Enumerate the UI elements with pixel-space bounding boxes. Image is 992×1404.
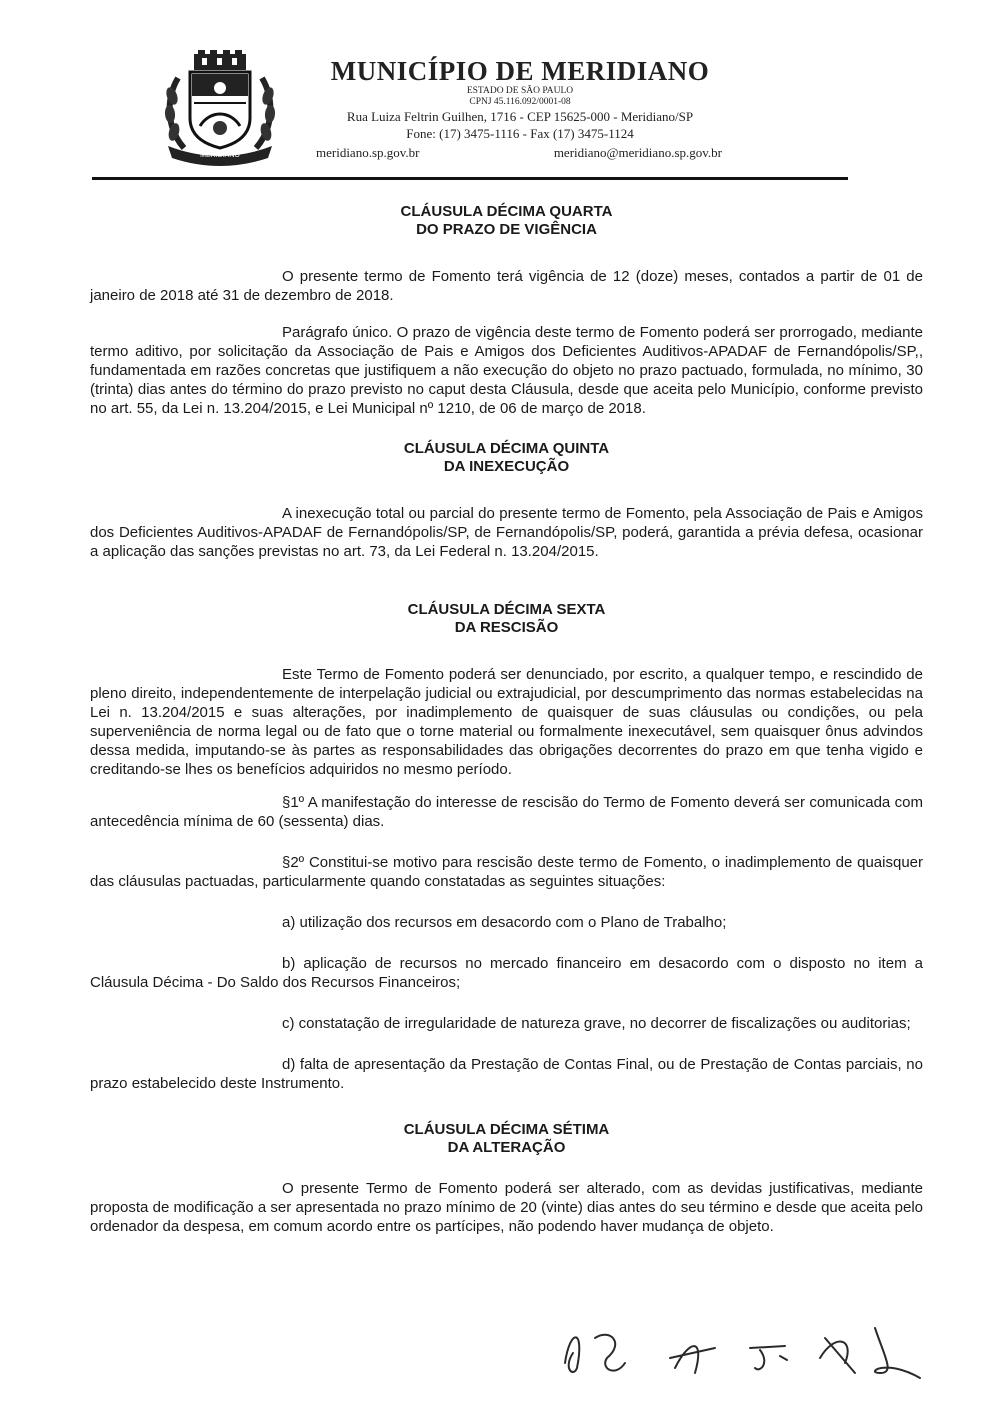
clause-16 [90,601,923,1093]
svg-text:MERIDIANO: MERIDIANO [200,152,240,159]
address-label: Rua Luiza Feltrin Guilhen, 1716 - CEP 15625-000 - Meridiano/SP [346,109,694,124]
clause-heading: CLÁUSULA DÉCIMA SÉTIMA [403,1121,610,1138]
cnpj-label: CPNJ 45.116.092/0001-08 [469,97,571,107]
paragraph: §2º Constitui-se motivo para rescisão deste termo de Fomento, o inadimplemento de quaisquer das cláusulas pactuadas, particularmente quando constatadas as seguintes situações: [90,854,923,890]
handwritten-initials [555,1318,935,1388]
clause-17 [90,1121,923,1236]
clause-heading: CLÁUSULA DÉCIMA QUINTA [403,440,610,457]
paragraph: Parágrafo único. O prazo de vigência deste termo de Fomento poderá ser prorrogado, mediante termo aditivo, por solicitação da Associação de Pais e Amigos dos Deficientes Auditivos-APADAF de Fernandópolis/SP,, fundamentada em razões concretas que justifiquem a não execução do objeto no prazo pactuado, formulada, no mínimo, 30 (trinta) dias antes do término do prazo previsto no caput desta Cláusula, desde que aceita pelo Município, conforme previsto no art. 55, da Lei n. 13.204/2015, e Lei Municipal nº 1210, de 06 de março de 2018. [90,324,923,417]
letterhead [300,56,740,162]
state-label: ESTADO DE SÃO PAULO [466,86,574,96]
list-item: a) utilização dos recursos em desacordo com o Plano de Trabalho; [282,914,727,931]
clause-heading: CLÁUSULA DÉCIMA QUARTA [400,203,613,220]
clause-14 [90,203,923,418]
clause-subheading: DA ALTERAÇÃO [447,1139,566,1156]
header-divider [92,177,848,180]
paragraph: Este Termo de Fomento poderá ser denunciado, por escrito, a qualquer tempo, e rescindido de pleno direito, independentemente de interpelação judicial ou extrajudicial, por descumprimento das normas estabelecidas na Lei n. 13.204/2015 e suas alterações, por inadimplemento de quaisquer de suas cláusulas ou condições, ou pela superveniência de norma legal ou de fato que o torne material ou formalmente inexecutável, sem quaisquer ônus advindos dessa medida, imputando-se às partes as responsabilidades das obrigações decorrentes do prazo em que tenha vigido e creditando-se lhes os benefícios adquiridos no mesmo período. [90,666,923,778]
paragraph: O presente termo de Fomento terá vigência de 12 (doze) meses, contados a partir de 01 de janeiro de 2018 até 31 de dezembro de 2018. [90,268,923,304]
document-body [90,203,923,1236]
clause-heading: CLÁUSULA DÉCIMA SEXTA [407,601,606,618]
website-link[interactable]: meridiano.sp.gov.br [316,145,420,160]
clause-subheading: DO PRAZO DE VIGÊNCIA [416,221,597,238]
contact-links [300,144,740,162]
paragraph: A inexecução total ou parcial do presente termo de Fomento, pela Associação de Pais e Amigos dos Deficientes Auditivos-APADAF de Fernandópolis/SP, de Fernandópolis/SP, poderá, garantida a prévia defesa, ocasionar a aplicação das sanções previstas no art. 73, da Lei Federal n. 13.204/2015. [90,505,923,560]
list-item: d) falta de apresentação da Prestação de Contas Final, ou de Prestação de Contas parciais, no prazo estabelecido deste Instrumento. [90,1056,923,1092]
municipality-title: MUNICÍPIO DE MERIDIANO [330,56,710,86]
paragraph: §1º A manifestação do interesse de rescisão do Termo de Fomento deverá ser comunicada com antecedência mínima de 60 (sessenta) dias. [90,794,923,830]
list-item: c) constatação de irregularidade de natureza grave, no decorrer de fiscalizações ou auditorias; [282,1015,911,1032]
clause-subheading: DA RESCISÃO [454,619,559,636]
phone-label: Fone: (17) 3475-1116 - Fax (17) 3475-1124 [406,126,634,141]
paragraph: O presente Termo de Fomento poderá ser alterado, com as devidas justificativas, mediante proposta de modificação a ser apresentada no prazo mínimo de 20 (vinte) dias antes do seu término e desde que aceita pelo ordenador da despesa, em comum acordo entre os partícipes, não podendo haver mudança de objeto. [90,1180,923,1235]
email-link[interactable]: meridiano@meridiano.sp.gov.br [553,145,722,160]
list-item: b) aplicação de recursos no mercado financeiro em desacordo com o disposto no item a Cláusula Décima - Do Saldo dos Recursos Financeiros; [90,955,923,991]
municipal-crest-icon [160,48,280,166]
clause-15 [90,440,923,561]
clause-subheading: DA INEXECUÇÃO [443,458,570,475]
